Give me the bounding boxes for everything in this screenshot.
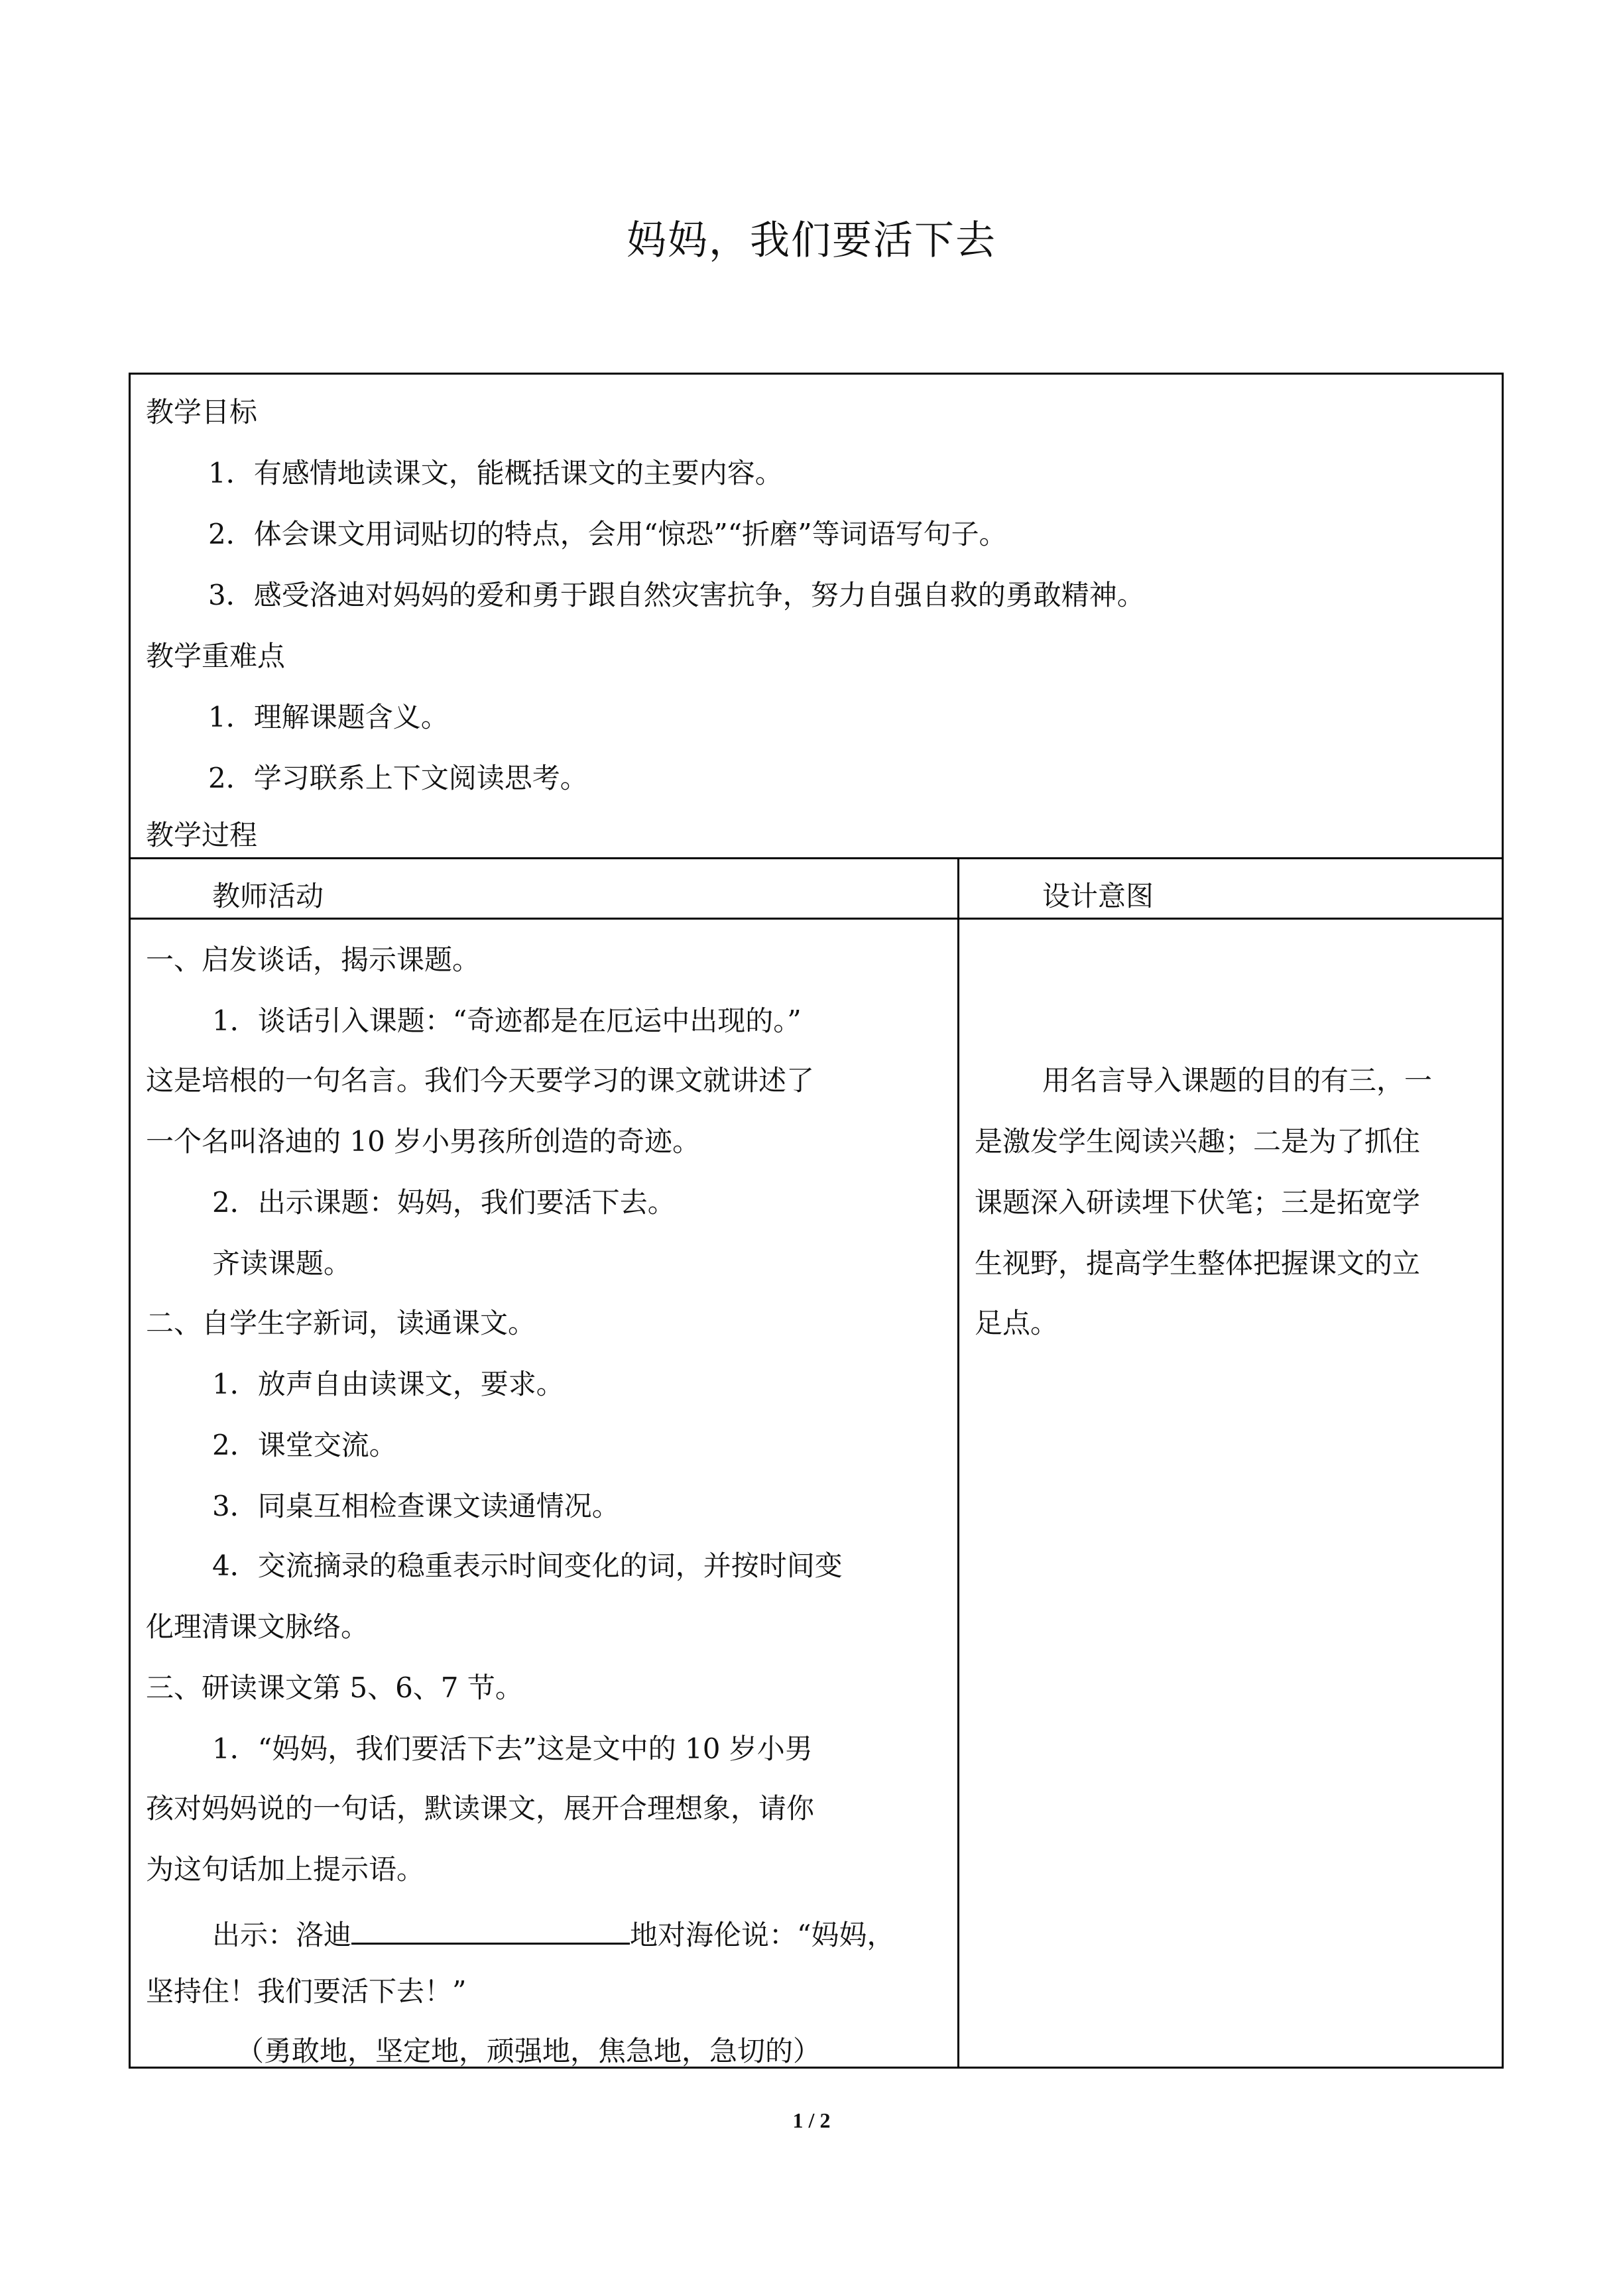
- teacher-line: 三、研读课文第 5、6、7 节。: [146, 1671, 523, 1704]
- section-heading-process: 教学过程: [146, 819, 258, 851]
- prompt-suffix: 地对海伦说：“妈妈，: [630, 1919, 895, 1951]
- goal-item: 3．感受洛迪对妈妈的爱和勇于跟自然灾害抗争，努力自强自救的勇敢精神。: [208, 579, 1145, 611]
- teacher-line: 为这句话加上提示语。: [146, 1853, 425, 1886]
- teacher-line: 化理清课文脉络。: [146, 1610, 369, 1643]
- design-line: 用名言导入课题的目的有三，一: [1042, 1064, 1433, 1097]
- teacher-line: 2．出示课题：妈妈，我们要活下去。: [212, 1186, 676, 1219]
- section-heading-key-points: 教学重难点: [146, 640, 286, 672]
- teacher-line: 1．放声自由读课文，要求。: [212, 1368, 564, 1400]
- teacher-line: 齐读课题。: [212, 1247, 352, 1280]
- column-header-design: 设计意图: [1042, 880, 1154, 912]
- teacher-line: 一个名叫洛迪的 10 岁小男孩所创造的奇迹。: [146, 1125, 701, 1158]
- section-heading-goals: 教学目标: [146, 396, 258, 428]
- goal-item: 2．体会课文用词贴切的特点，会用“惊恐”“折磨”等词语写句子。: [208, 518, 1007, 550]
- prompt-line-2: 坚持住！我们要活下去！”: [146, 1975, 467, 2008]
- teacher-line: 一、启发谈话，揭示课题。: [146, 943, 481, 976]
- fill-in-blank: [351, 1911, 630, 1945]
- teacher-line: 2．课堂交流。: [212, 1429, 397, 1461]
- goal-item: 1．有感情地读课文，能概括课文的主要内容。: [208, 457, 783, 489]
- table-divider: [129, 857, 1504, 859]
- column-divider: [957, 857, 959, 2069]
- prompt-line: [212, 1911, 895, 1955]
- prompt-prefix: 出示：洛迪: [212, 1919, 352, 1951]
- page-title: 妈妈，我们要活下去: [627, 217, 996, 264]
- design-line: 足点。: [975, 1307, 1059, 1339]
- prompt-options: （勇敢地，坚定地，顽强地，焦急地，急切的）: [236, 2035, 821, 2067]
- teacher-line: 4．交流摘录的稳重表示时间变化的词，并按时间变: [212, 1549, 843, 1582]
- teacher-line: 这是培根的一句名言。我们今天要学习的课文就讲述了: [146, 1064, 815, 1097]
- teacher-line: 1．“妈妈，我们要活下去”这是文中的 10 岁小男: [212, 1732, 813, 1765]
- design-line: 课题深入研读埋下伏笔；三是拓宽学: [975, 1186, 1421, 1219]
- design-line: 是激发学生阅读兴趣；二是为了抓住: [975, 1125, 1421, 1158]
- key-point-item: 2．学习联系上下文阅读思考。: [208, 762, 588, 794]
- key-point-item: 1．理解课题含义。: [208, 701, 449, 733]
- table-divider: [129, 918, 1504, 920]
- page-number: 1 / 2: [792, 2108, 831, 2132]
- teacher-line: 1．谈话引入课题：“奇迹都是在厄运中出现的。”: [212, 1004, 802, 1037]
- design-line: 生视野，提高学生整体把握课文的立: [975, 1247, 1421, 1280]
- teacher-line: 二、自学生字新词，读通课文。: [146, 1307, 536, 1339]
- column-header-teacher: 教师活动: [212, 880, 324, 912]
- teacher-line: 孩对妈妈说的一句话，默读课文，展开合理想象，请你: [146, 1792, 815, 1825]
- teacher-line: 3．同桌互相检查课文读通情况。: [212, 1490, 620, 1522]
